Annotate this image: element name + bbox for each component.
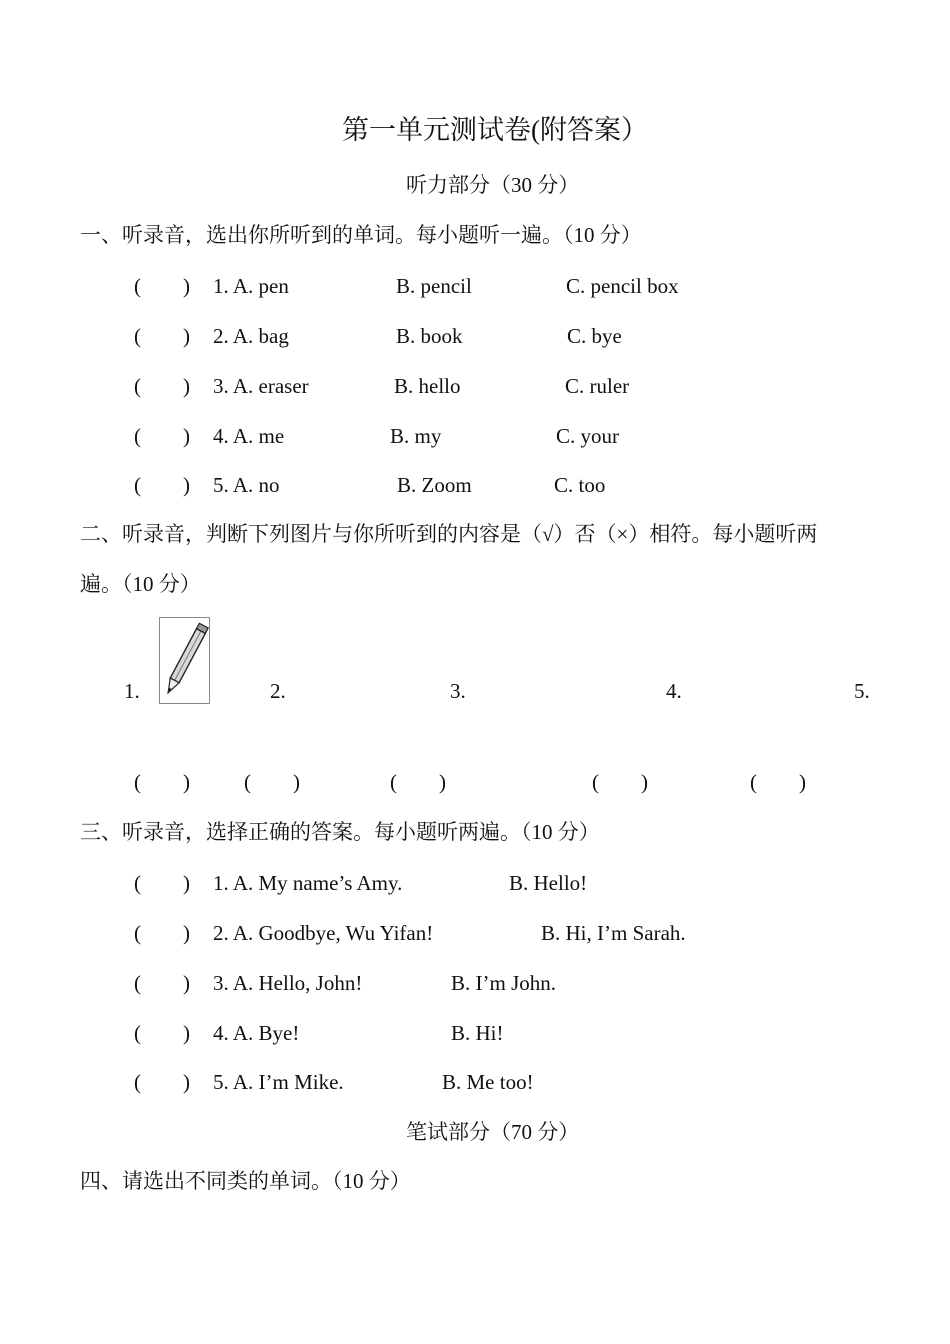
option-b: B. hello [394, 374, 461, 398]
option-a: 2. A. Goodbye, Wu Yifan! [213, 921, 434, 945]
section2-heading-line2: 遍。（10 分） [80, 572, 201, 596]
picture-number-3: 3. [450, 679, 466, 703]
answer-blank[interactable]: ( ) [592, 770, 648, 794]
answer-blank[interactable]: ( ) [134, 473, 190, 497]
answer-blank[interactable]: ( ) [134, 324, 190, 348]
option-a: 5. A. no [213, 473, 280, 497]
answer-blank[interactable]: ( ) [244, 770, 300, 794]
picture-number-1: 1. [124, 679, 140, 703]
answer-blank[interactable]: ( ) [134, 1021, 190, 1045]
option-a: 3. A. Hello, John! [213, 971, 363, 995]
answer-blank[interactable]: ( ) [134, 1070, 190, 1094]
page-title: 第一单元测试卷(附答案） [342, 115, 648, 145]
option-b: B. Hello! [509, 871, 588, 895]
answer-blank[interactable]: ( ) [134, 770, 190, 794]
answer-blank[interactable]: ( ) [134, 274, 190, 298]
picture-number-5: 5. [854, 679, 870, 703]
answer-blank[interactable]: ( ) [750, 770, 806, 794]
option-c: C. bye [567, 324, 622, 348]
section2-heading-line1: 二、听录音，判断下列图片与你所听到的内容是（√）否（×）相符。每小题听两 [80, 522, 818, 546]
option-b: B. my [390, 424, 442, 448]
option-b: B. Zoom [397, 473, 472, 497]
option-a: 1. A. pen [213, 274, 289, 298]
section4-heading: 四、请选出不同类的单词。（10 分） [80, 1169, 411, 1193]
option-a: 4. A. me [213, 424, 285, 448]
option-b: B. Hi, I’m Sarah. [541, 921, 686, 945]
option-c: C. too [554, 473, 606, 497]
answer-blank[interactable]: ( ) [134, 374, 190, 398]
option-b: B. I’m John. [451, 971, 556, 995]
option-b: B. book [396, 324, 463, 348]
answer-blank[interactable]: ( ) [134, 921, 190, 945]
answer-blank[interactable]: ( ) [134, 871, 190, 895]
option-a: 3. A. eraser [213, 374, 309, 398]
option-a: 4. A. Bye! [213, 1021, 300, 1045]
option-c: C. pencil box [566, 274, 679, 298]
option-a: 2. A. bag [213, 324, 289, 348]
option-b: B. pencil [396, 274, 472, 298]
section3-heading: 三、听录音，选择正确的答案。每小题听两遍。（10 分） [80, 820, 600, 844]
option-c: C. your [556, 424, 619, 448]
option-b: B. Me too! [442, 1070, 534, 1094]
option-c: C. ruler [565, 374, 630, 398]
listening-heading: 听力部分（30 分） [406, 173, 580, 197]
pencil-icon [159, 617, 211, 705]
answer-blank[interactable]: ( ) [134, 971, 190, 995]
answer-blank[interactable]: ( ) [134, 424, 190, 448]
option-a: 5. A. I’m Mike. [213, 1070, 344, 1094]
section1-heading: 一、听录音，选出你所听到的单词。每小题听一遍。（10 分） [80, 223, 642, 247]
answer-blank[interactable]: ( ) [390, 770, 446, 794]
picture-number-4: 4. [666, 679, 682, 703]
option-b: B. Hi! [451, 1021, 504, 1045]
option-a: 1. A. My name’s Amy. [213, 871, 403, 895]
picture-number-2: 2. [270, 679, 286, 703]
writing-heading: 笔试部分（70 分） [406, 1120, 580, 1144]
